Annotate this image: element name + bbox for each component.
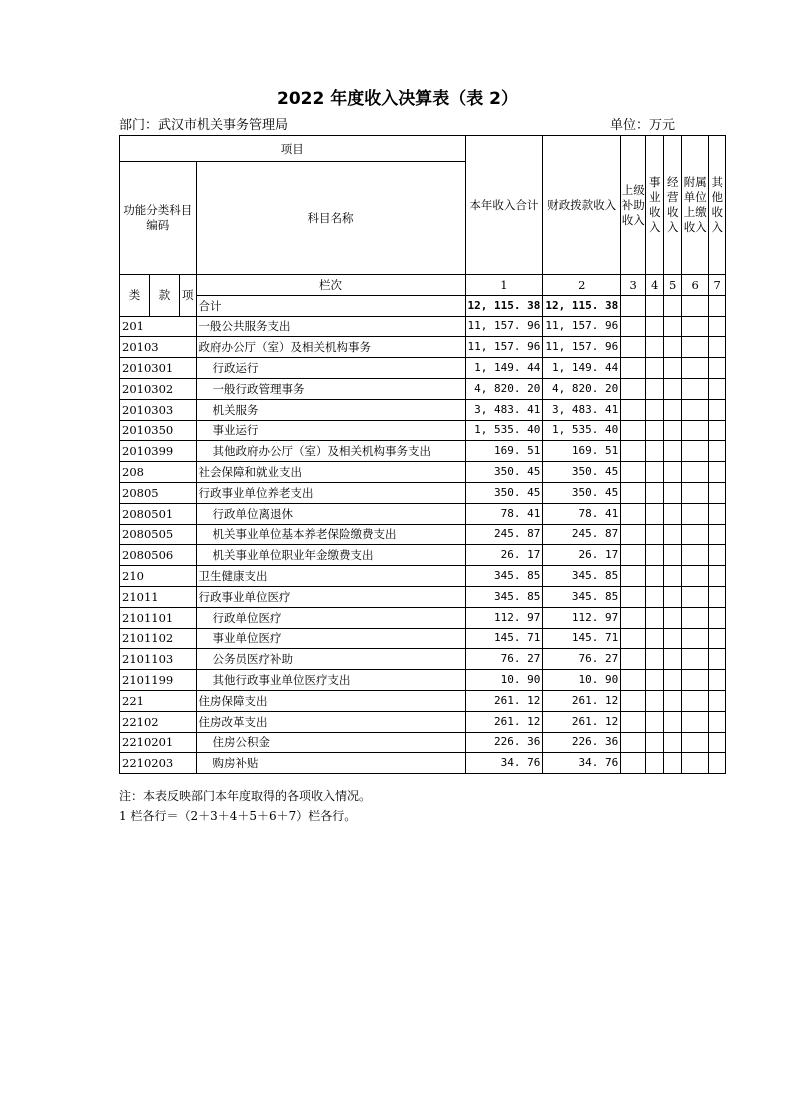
col-number-6: 6 [682,275,709,296]
empty-cell [682,420,709,441]
empty-cell [664,358,682,379]
empty-cell [646,628,664,649]
row-code: 2210201 [120,732,197,753]
row-fiscal-allocation: 11, 157. 96 [543,316,621,337]
empty-cell [621,316,646,337]
row-total-income: 261. 12 [465,690,543,711]
row-code: 2101101 [120,607,197,628]
row-total-income: 3, 483. 41 [465,399,543,420]
empty-cell [664,732,682,753]
col-number-4: 4 [646,275,664,296]
table-row [120,586,726,607]
row-fiscal-allocation: 11, 157. 96 [543,337,621,358]
empty-cell [709,628,726,649]
empty-cell [709,462,726,483]
row-total-income: 11, 157. 96 [465,316,543,337]
table-row [120,420,726,441]
empty-cell [664,503,682,524]
row-total-income: 1, 535. 40 [465,420,543,441]
header-superior-subsidy: 上级补助收入 [621,136,646,275]
table-row [120,607,726,628]
table-row [120,441,726,462]
total-row-total: 12, 115. 38 [465,295,543,316]
row-subject-name: 事业运行 [196,420,465,441]
row-code: 208 [120,462,197,483]
row-fiscal-allocation: 345. 85 [543,566,621,587]
table-row [120,732,726,753]
empty-cell [682,503,709,524]
empty-cell [646,690,664,711]
row-fiscal-allocation: 76. 27 [543,649,621,670]
row-total-income: 350. 45 [465,482,543,503]
empty-cell [621,482,646,503]
row-subject-name: 行政运行 [196,358,465,379]
row-fiscal-allocation: 145. 71 [543,628,621,649]
empty-cell [709,482,726,503]
row-code: 2080506 [120,545,197,566]
header-other-income: 其他收入 [709,136,726,275]
empty-cell [646,358,664,379]
empty-cell [682,628,709,649]
table-row [120,378,726,399]
empty-cell [664,441,682,462]
empty-cell [664,566,682,587]
empty-cell [709,607,726,628]
row-fiscal-allocation: 1, 149. 44 [543,358,621,379]
row-code: 21011 [120,586,197,607]
table-row [120,711,726,732]
empty-cell [646,378,664,399]
empty-cell [709,690,726,711]
header-column-index: 栏次 [196,275,465,296]
empty-cell [682,462,709,483]
row-subject-name: 其他行政事业单位医疗支出 [196,670,465,691]
row-fiscal-allocation: 1, 535. 40 [543,420,621,441]
empty-cell [646,607,664,628]
empty-cell [646,586,664,607]
empty-cell [621,420,646,441]
row-total-income: 10. 90 [465,670,543,691]
table-row [120,358,726,379]
empty-cell [646,462,664,483]
table-row [120,628,726,649]
row-code: 201 [120,316,197,337]
empty-cell [646,337,664,358]
table-row [120,503,726,524]
row-code: 20103 [120,337,197,358]
table-row [120,462,726,483]
row-code: 2010350 [120,420,197,441]
row-subject-name: 住房保障支出 [196,690,465,711]
empty-cell [664,545,682,566]
unit-label: 单位：万元 [609,118,675,133]
row-subject-name: 公务员医疗补助 [196,649,465,670]
row-subject-name: 一般公共服务支出 [196,316,465,337]
header-fiscal-allocation: 财政拨款收入 [543,136,621,275]
row-subject-name: 机关事业单位职业年金缴费支出 [196,545,465,566]
empty-cell [709,337,726,358]
row-fiscal-allocation: 245. 87 [543,524,621,545]
row-subject-name: 事业单位医疗 [196,628,465,649]
table-row [120,670,726,691]
empty-cell [621,462,646,483]
empty-cell [646,545,664,566]
empty-cell [709,420,726,441]
row-subject-name: 一般行政管理事务 [196,378,465,399]
department-label: 部门：武汉市机关事务管理局 [119,118,289,133]
empty-cell [709,378,726,399]
header-affiliated-income: 附属单位上缴收入 [682,136,709,275]
row-code: 22102 [120,711,197,732]
col-number-5: 5 [664,275,682,296]
empty-cell [682,482,709,503]
empty-cell [709,503,726,524]
total-row-label: 合计 [196,295,465,316]
note-line-1: 注：本表反映部门本年度取得的各项收入情况。 [119,789,372,803]
empty-cell [621,399,646,420]
empty-cell [664,524,682,545]
empty-cell [646,732,664,753]
empty-cell [709,316,726,337]
header-kuan: 款 [150,275,180,317]
row-fiscal-allocation: 350. 45 [543,462,621,483]
empty-cell [646,482,664,503]
row-subject-name: 行政单位离退休 [196,503,465,524]
empty-cell [682,732,709,753]
empty-cell [709,358,726,379]
row-code: 2010303 [120,399,197,420]
empty-cell [664,462,682,483]
row-fiscal-allocation: 112. 97 [543,607,621,628]
empty-cell [709,753,726,774]
empty-cell [646,649,664,670]
table-row [120,482,726,503]
header-function-code: 功能分类科目编码 [120,162,197,275]
row-fiscal-allocation: 350. 45 [543,482,621,503]
report-title: 2022 年度收入决算表（表 2） [277,89,518,109]
row-total-income: 261. 12 [465,711,543,732]
header-project: 项目 [120,136,466,162]
row-total-income: 26. 17 [465,545,543,566]
row-total-income: 34. 76 [465,753,543,774]
table-row [120,649,726,670]
empty-cell [621,566,646,587]
table-row [120,545,726,566]
row-code: 20805 [120,482,197,503]
row-total-income: 11, 157. 96 [465,337,543,358]
row-subject-name: 社会保障和就业支出 [196,462,465,483]
empty-cell [682,545,709,566]
empty-cell [646,670,664,691]
empty-cell [682,566,709,587]
empty-cell [709,670,726,691]
empty-cell [621,358,646,379]
row-total-income: 4, 820. 20 [465,378,543,399]
row-code: 2210203 [120,753,197,774]
empty-cell [621,337,646,358]
empty-cell [664,711,682,732]
empty-cell [621,545,646,566]
row-subject-name: 行政事业单位医疗 [196,586,465,607]
col-number-7: 7 [709,275,726,296]
row-fiscal-allocation: 78. 41 [543,503,621,524]
empty-cell [682,690,709,711]
empty-cell [709,399,726,420]
income-table [119,135,726,774]
row-fiscal-allocation: 10. 90 [543,670,621,691]
empty-cell [664,420,682,441]
row-subject-name: 机关服务 [196,399,465,420]
row-code: 210 [120,566,197,587]
empty-cell [646,503,664,524]
row-total-income: 78. 41 [465,503,543,524]
empty-cell [664,316,682,337]
row-total-income: 1, 149. 44 [465,358,543,379]
empty-cell [682,316,709,337]
row-subject-name: 行政单位医疗 [196,607,465,628]
row-fiscal-allocation: 345. 85 [543,586,621,607]
row-total-income: 350. 45 [465,462,543,483]
empty-cell [682,586,709,607]
empty-cell [664,378,682,399]
row-fiscal-allocation: 34. 76 [543,753,621,774]
empty-cell [621,753,646,774]
empty-cell [709,566,726,587]
row-total-income: 145. 71 [465,628,543,649]
row-code: 2080501 [120,503,197,524]
row-subject-name: 住房改革支出 [196,711,465,732]
row-total-income: 169. 51 [465,441,543,462]
empty-cell [621,378,646,399]
empty-cell [646,524,664,545]
row-code: 2101199 [120,670,197,691]
empty-cell [709,711,726,732]
empty-cell [664,690,682,711]
row-fiscal-allocation: 169. 51 [543,441,621,462]
empty-cell [621,732,646,753]
empty-cell [664,607,682,628]
row-fiscal-allocation: 226. 36 [543,732,621,753]
empty-cell [621,711,646,732]
empty-cell [621,690,646,711]
col-number-1: 1 [465,275,543,296]
empty-cell [621,441,646,462]
row-code: 2010302 [120,378,197,399]
row-subject-name: 购房补贴 [196,753,465,774]
empty-cell [709,649,726,670]
row-subject-name: 住房公积金 [196,732,465,753]
row-code: 221 [120,690,197,711]
empty-cell [682,649,709,670]
row-fiscal-allocation: 26. 17 [543,545,621,566]
row-code: 2080505 [120,524,197,545]
row-code: 2010301 [120,358,197,379]
empty-cell [682,670,709,691]
empty-cell [664,628,682,649]
row-total-income: 245. 87 [465,524,543,545]
header-operating-income: 经营收入 [664,136,682,275]
table-row [120,399,726,420]
empty-cell [682,337,709,358]
empty-cell [646,441,664,462]
empty-cell [682,441,709,462]
row-fiscal-allocation: 261. 12 [543,711,621,732]
empty-cell [682,524,709,545]
empty-cell [664,482,682,503]
header-lei: 类 [120,275,150,317]
row-subject-name: 政府办公厅（室）及相关机构事务 [196,337,465,358]
col-number-3: 3 [621,275,646,296]
header-subject-name: 科目名称 [196,162,465,275]
table-row [120,524,726,545]
empty-cell [682,753,709,774]
empty-cell [682,711,709,732]
empty-cell [682,607,709,628]
row-fiscal-allocation: 3, 483. 41 [543,399,621,420]
empty-cell [646,566,664,587]
row-code: 2101103 [120,649,197,670]
empty-cell [709,586,726,607]
empty-cell [709,732,726,753]
row-subject-name: 机关事业单位基本养老保险缴费支出 [196,524,465,545]
row-code: 2010399 [120,441,197,462]
row-total-income: 76. 27 [465,649,543,670]
notes [119,786,371,826]
row-subject-name: 卫生健康支出 [196,566,465,587]
row-fiscal-allocation: 261. 12 [543,690,621,711]
empty-cell [621,503,646,524]
row-subject-name: 其他政府办公厅（室）及相关机构事务支出 [196,441,465,462]
empty-cell [646,711,664,732]
empty-cell [664,670,682,691]
table-row [120,316,726,337]
empty-cell [646,399,664,420]
empty-cell [664,649,682,670]
row-total-income: 112. 97 [465,607,543,628]
empty-cell [682,358,709,379]
header-total-income: 本年收入合计 [465,136,543,275]
row-total-income: 345. 85 [465,566,543,587]
header-business-income: 事业收入 [646,136,664,275]
row-total-income: 226. 36 [465,732,543,753]
empty-cell [621,586,646,607]
total-row-fiscal: 12, 115. 38 [543,295,621,316]
empty-cell [682,399,709,420]
empty-cell [621,649,646,670]
empty-cell [709,545,726,566]
table-row [120,690,726,711]
row-total-income: 345. 85 [465,586,543,607]
col-number-2: 2 [543,275,621,296]
empty-cell [621,628,646,649]
table-row [120,337,726,358]
row-code: 2101102 [120,628,197,649]
empty-cell [646,753,664,774]
table-row [120,566,726,587]
empty-cell [709,441,726,462]
empty-cell [682,378,709,399]
empty-cell [664,399,682,420]
empty-cell [646,420,664,441]
row-fiscal-allocation: 4, 820. 20 [543,378,621,399]
empty-cell [664,337,682,358]
empty-cell [646,316,664,337]
empty-cell [664,753,682,774]
empty-cell [621,670,646,691]
empty-cell [664,586,682,607]
header-xiang: 项 [180,275,197,317]
empty-cell [621,607,646,628]
row-subject-name: 行政事业单位养老支出 [196,482,465,503]
empty-cell [621,524,646,545]
note-line-2: 1 栏各行＝（2＋3＋4＋5＋6＋7）栏各行。 [119,809,357,823]
empty-cell [709,524,726,545]
table-row [120,753,726,774]
